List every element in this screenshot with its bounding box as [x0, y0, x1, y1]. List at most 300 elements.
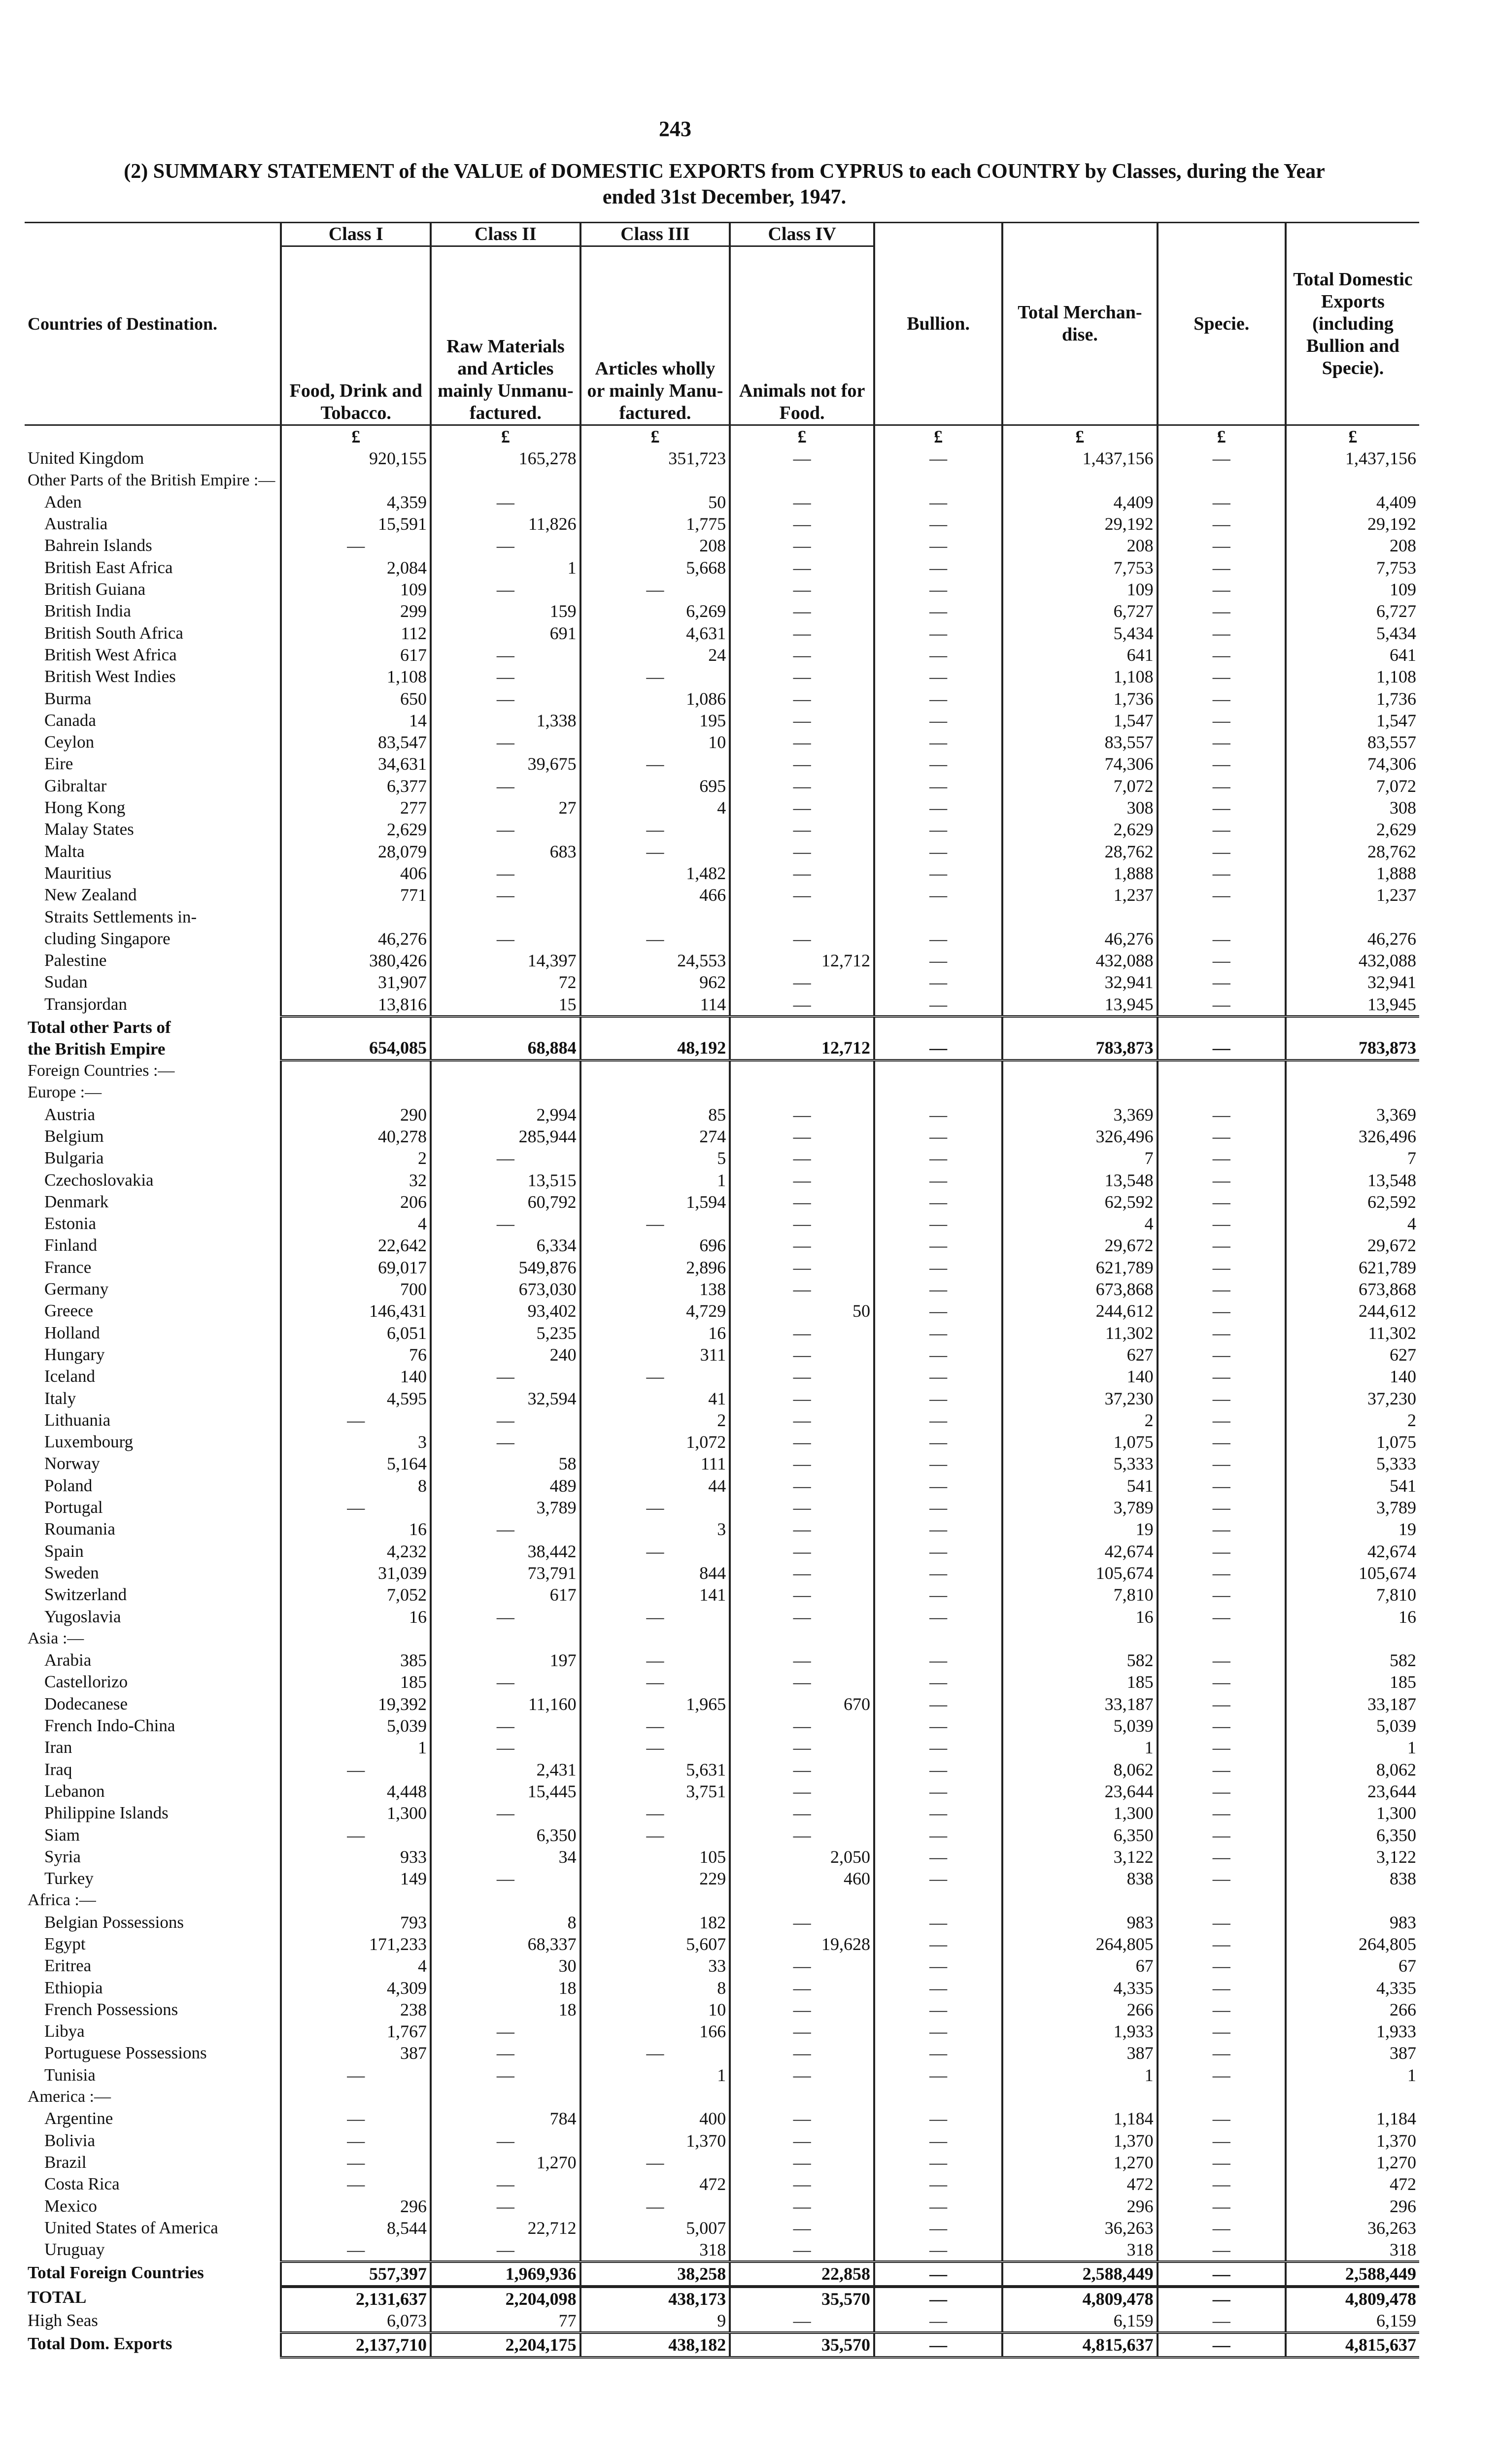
cell-specie: — — [1158, 1824, 1286, 1846]
title-line-2: ended 31st December, 1947. — [602, 186, 847, 208]
cell-bullion: — — [874, 862, 1002, 884]
cell-class3: 1 — [580, 2064, 730, 2086]
cell-class1: — — [281, 2064, 431, 2086]
cell-total-merchandise: 105,674 — [1002, 1562, 1157, 1584]
country-label: Holland — [44, 1323, 100, 1342]
cell-class2: — — [431, 2195, 580, 2217]
cell-bullion: — — [874, 2064, 1002, 2086]
cell-class4: — — [730, 1169, 874, 1191]
cell-class1: 140 — [281, 1366, 431, 1387]
country-name — [25, 1671, 281, 1693]
table-row — [25, 1278, 1419, 1300]
country-name — [25, 1606, 281, 1628]
cell-bullion: — — [874, 2333, 1002, 2357]
cell-class4: — — [730, 491, 874, 513]
country-label: Austria — [44, 1104, 96, 1124]
table-row — [25, 1737, 1419, 1758]
country-name — [25, 622, 281, 644]
cell-specie: — — [1158, 1344, 1286, 1366]
cell-class1: 109 — [281, 579, 431, 600]
table-row — [25, 1802, 1419, 1824]
cell-bullion: — — [874, 1759, 1002, 1780]
cell-specie: — — [1158, 491, 1286, 513]
cell-class1: 76 — [281, 1344, 431, 1366]
cell-class1: 1,767 — [281, 2020, 431, 2042]
cell-total-merchandise: 16 — [1002, 1606, 1157, 1628]
cell-specie: — — [1158, 1278, 1286, 1300]
unit-class4: £ — [730, 425, 874, 448]
header-total-merchandise: Total Merchan- dise. — [1002, 223, 1157, 425]
cell-bullion: — — [874, 950, 1002, 971]
unit-total-merchandise: £ — [1002, 425, 1157, 448]
country-label: Eritrea — [44, 1956, 92, 1976]
table-row — [25, 1104, 1419, 1126]
country-label: TOTAL — [28, 2287, 87, 2307]
cell-total-domestic: 67 — [1286, 1955, 1419, 1977]
cell-class4: — — [730, 447, 874, 469]
cell-specie: — — [1158, 2310, 1286, 2333]
cell-bullion: — — [874, 710, 1002, 731]
cell-class1: 19,392 — [281, 1693, 431, 1715]
cell-class2: 22,712 — [431, 2217, 580, 2239]
table-row — [25, 1649, 1419, 1671]
cell-total-domestic: 32,941 — [1286, 971, 1419, 993]
cell-bullion: — — [874, 1518, 1002, 1540]
country-label: Siam — [44, 1825, 80, 1845]
cell-bullion: — — [874, 2217, 1002, 2239]
country-name — [25, 1562, 281, 1584]
cell-specie: — — [1158, 775, 1286, 797]
cell-class3: — — [580, 1824, 730, 1846]
country-label: Portugal — [44, 1498, 103, 1517]
cell-total-domestic: 1 — [1286, 1737, 1419, 1758]
country-label: Australia — [44, 514, 108, 534]
country-name — [25, 579, 281, 600]
country-label: French Possessions — [44, 1999, 178, 2019]
cell-class1: 4,359 — [281, 491, 431, 513]
table-row — [25, 971, 1419, 993]
country-label: Ceylon — [44, 732, 95, 752]
cell-class2: 14,397 — [431, 950, 580, 971]
country-name — [25, 447, 281, 469]
cell-total-domestic: 1 — [1286, 2064, 1419, 2086]
country-name — [25, 557, 281, 579]
cell-class3: 10 — [580, 731, 730, 753]
country-name — [25, 1475, 281, 1497]
country-label: Ethiopia — [44, 1978, 103, 1997]
cell-total-domestic: 5,039 — [1286, 1715, 1419, 1737]
cell-bullion: — — [874, 2152, 1002, 2173]
cell-class1: — — [281, 1497, 431, 1518]
cell-class3: 195 — [580, 710, 730, 731]
cell-class2: — — [431, 1431, 580, 1453]
cell-class4: — — [730, 1257, 874, 1278]
cell-bullion: — — [874, 971, 1002, 993]
cell-class2: 34 — [431, 1846, 580, 1868]
header-class4-desc: Animals not for Food. — [730, 246, 874, 425]
cell-class3: 3 — [580, 1518, 730, 1540]
cell-class2: 691 — [431, 622, 580, 644]
cell-total-merchandise: 1,184 — [1002, 2108, 1157, 2129]
cell-bullion: — — [874, 731, 1002, 753]
cell-class1: 1,108 — [281, 666, 431, 687]
table-row — [25, 1322, 1419, 1344]
cell-total-domestic: 1,237 — [1286, 884, 1419, 906]
title-line-1: (2) SUMMARY STATEMENT of the VALUE of DOMESTIC EXPORTS from CYPRUS to each COUNTRY by Classes, during the Year — [124, 160, 1325, 183]
cell-class2: — — [431, 1147, 580, 1169]
cell-bullion: — — [874, 1868, 1002, 1889]
cell-class1: 380,426 — [281, 950, 431, 971]
cell-total-merchandise: 5,434 — [1002, 622, 1157, 644]
table-row — [25, 2195, 1419, 2217]
cell-class3: 2 — [580, 1409, 730, 1431]
cell-total-merchandise: 326,496 — [1002, 1126, 1157, 1147]
cell-specie: — — [1158, 1868, 1286, 1889]
cell-class4: — — [730, 1388, 874, 1409]
country-name — [25, 2310, 281, 2333]
cell-total-domestic: 5,333 — [1286, 1453, 1419, 1474]
cell-bullion: — — [874, 579, 1002, 600]
cell-total-domestic: 838 — [1286, 1868, 1419, 1889]
cell-total-domestic: 582 — [1286, 1649, 1419, 1671]
cell-total-merchandise: 4,409 — [1002, 491, 1157, 513]
cell-total-merchandise: 6,727 — [1002, 600, 1157, 622]
country-label: British West Indies — [44, 667, 176, 686]
cell-bullion: — — [874, 1126, 1002, 1147]
country-name — [25, 2042, 281, 2064]
cell-class3: — — [580, 666, 730, 687]
table-row — [25, 2042, 1419, 2064]
cell-class2: 68,884 — [431, 1017, 580, 1061]
country-name — [25, 688, 281, 710]
cell-class3: 182 — [580, 1912, 730, 1933]
cell-specie: — — [1158, 1649, 1286, 1671]
cell-class1: 13,816 — [281, 993, 431, 1017]
cell-class1: 8 — [281, 1475, 431, 1497]
cell-bullion: — — [874, 1147, 1002, 1169]
cell-bullion: — — [874, 1104, 1002, 1126]
cell-specie: — — [1158, 710, 1286, 731]
cell-total-merchandise: 1,370 — [1002, 2130, 1157, 2152]
cell-class1: 5,039 — [281, 1715, 431, 1737]
cell-class2: — — [431, 1409, 580, 1431]
cell-specie: — — [1158, 2195, 1286, 2217]
country-name — [25, 1977, 281, 1999]
cell-total-merchandise: 1,736 — [1002, 688, 1157, 710]
country-label: Greece — [44, 1301, 94, 1321]
header-bullion: Bullion. — [874, 223, 1002, 425]
cell-specie: — — [1158, 1518, 1286, 1540]
cell-class3: 1,370 — [580, 2130, 730, 2152]
table-row — [25, 1475, 1419, 1497]
country-name — [25, 1780, 281, 1802]
cell-class1: 557,397 — [281, 2262, 431, 2287]
unit-bullion: £ — [874, 425, 1002, 448]
group-heading: Other Parts of the British Empire :— — [28, 471, 275, 489]
cell-class3: 5,631 — [580, 1759, 730, 1780]
country-name — [25, 2152, 281, 2173]
cell-class3: 1,775 — [580, 513, 730, 535]
cell-class3: 2,896 — [580, 1257, 730, 1278]
country-label: Belgium — [44, 1127, 104, 1146]
cell-class1: — — [281, 1824, 431, 1846]
cell-bullion: — — [874, 1366, 1002, 1387]
cell-total-merchandise: 318 — [1002, 2239, 1157, 2262]
cell-class3: 438,173 — [580, 2287, 730, 2310]
country-name — [25, 1540, 281, 1562]
table-row — [25, 1126, 1419, 1147]
cell-class1: 920,155 — [281, 447, 431, 469]
cell-specie: — — [1158, 1780, 1286, 1802]
table-row — [25, 1562, 1419, 1584]
table-row — [25, 600, 1419, 622]
country-name — [25, 950, 281, 971]
cell-class1: 4 — [281, 1213, 431, 1234]
cell-specie: — — [1158, 2130, 1286, 2152]
country-label: Brazil — [44, 2152, 87, 2172]
country-label: Luxembourg — [44, 1432, 134, 1452]
group-heading: Africa :— — [28, 1891, 96, 1910]
cell-class1: 2,084 — [281, 557, 431, 579]
cell-specie: — — [1158, 2108, 1286, 2129]
cell-bullion: — — [874, 2173, 1002, 2195]
cell-total-merchandise: 1,237 — [1002, 884, 1157, 906]
country-name — [25, 1759, 281, 1780]
cell-class1: 793 — [281, 1912, 431, 1933]
cell-bullion: — — [874, 1671, 1002, 1693]
cell-class4: — — [730, 688, 874, 710]
cell-total-domestic: 33,187 — [1286, 1693, 1419, 1715]
cell-bullion: — — [874, 2195, 1002, 2217]
cell-class2: 2,204,175 — [431, 2333, 580, 2357]
cell-total-domestic: 641 — [1286, 644, 1419, 666]
cell-class3: — — [580, 1213, 730, 1234]
cell-total-domestic: 62,592 — [1286, 1191, 1419, 1213]
cell-specie: — — [1158, 1147, 1286, 1169]
cell-bullion: — — [874, 1540, 1002, 1562]
cell-class3: 318 — [580, 2239, 730, 2262]
header-class4: Class IV — [730, 223, 874, 246]
cell-class4: — — [730, 1126, 874, 1147]
cell-class1: 15,591 — [281, 513, 431, 535]
country-label: United States of America — [44, 2218, 218, 2237]
cell-class3: 24,553 — [580, 950, 730, 971]
cell-class4: — — [730, 2064, 874, 2086]
cell-class1: 1,300 — [281, 1802, 431, 1824]
cell-class1: 387 — [281, 2042, 431, 2064]
cell-total-merchandise: 1,108 — [1002, 666, 1157, 687]
cell-class1: — — [281, 2173, 431, 2195]
cell-class4: — — [730, 1213, 874, 1234]
cell-class4: — — [730, 1475, 874, 1497]
table-row — [25, 1999, 1419, 2020]
cell-class4: 22,858 — [730, 2262, 874, 2287]
cell-bullion: — — [874, 2020, 1002, 2042]
cell-class1: — — [281, 2239, 431, 2262]
cell-bullion: — — [874, 753, 1002, 775]
cell-class4: — — [730, 513, 874, 535]
cell-class4: — — [730, 1649, 874, 1671]
cell-class3: 41 — [580, 1388, 730, 1409]
cell-class3: 696 — [580, 1234, 730, 1256]
cell-class4: — — [730, 535, 874, 556]
cell-class2: 489 — [431, 1475, 580, 1497]
cell-bullion: — — [874, 491, 1002, 513]
cell-class1: 2,629 — [281, 819, 431, 840]
cell-class4: 35,570 — [730, 2333, 874, 2357]
total-row — [25, 2287, 1419, 2310]
cell-class3: 9 — [580, 2310, 730, 2333]
country-label: Sudan — [44, 972, 88, 992]
cell-total-merchandise: 673,868 — [1002, 1278, 1157, 1300]
table-row — [25, 1715, 1419, 1737]
cell-total-domestic: 8,062 — [1286, 1759, 1419, 1780]
cell-specie: — — [1158, 1759, 1286, 1780]
cell-class2: 5,235 — [431, 1322, 580, 1344]
country-name — [25, 2173, 281, 2195]
country-label: High Seas — [28, 2311, 98, 2330]
cell-total-domestic: 3,789 — [1286, 1497, 1419, 1518]
cell-total-domestic: 4 — [1286, 1213, 1419, 1234]
cell-class2: — — [431, 666, 580, 687]
cell-class1: 290 — [281, 1104, 431, 1126]
cell-total-merchandise: 13,548 — [1002, 1169, 1157, 1191]
cell-specie: — — [1158, 2042, 1286, 2064]
cell-bullion: — — [874, 688, 1002, 710]
cell-total-merchandise: 46,276 — [1002, 906, 1157, 950]
cell-class4: — — [730, 1366, 874, 1387]
cell-class4: — — [730, 1562, 874, 1584]
cell-class2: — — [431, 688, 580, 710]
header-class2: Class II — [431, 223, 580, 246]
cell-specie: — — [1158, 1540, 1286, 1562]
cell-class4: — — [730, 1147, 874, 1169]
cell-bullion: — — [874, 447, 1002, 469]
cell-class3: 5,007 — [580, 2217, 730, 2239]
cell-class4: — — [730, 644, 874, 666]
cell-class4: — — [730, 579, 874, 600]
cell-total-merchandise: 4,335 — [1002, 1977, 1157, 1999]
cell-specie: — — [1158, 447, 1286, 469]
table-row — [25, 1912, 1419, 1933]
cell-total-domestic: 4,809,478 — [1286, 2287, 1419, 2310]
cell-class4: — — [730, 1104, 874, 1126]
cell-class4: — — [730, 1409, 874, 1431]
cell-class1: — — [281, 2108, 431, 2129]
cell-specie: — — [1158, 1453, 1286, 1474]
country-name — [25, 753, 281, 775]
country-name — [25, 1344, 281, 1366]
cell-class2: 6,350 — [431, 1824, 580, 1846]
cell-class2: — — [431, 862, 580, 884]
country-label: Lebanon — [44, 1781, 105, 1801]
cell-class2: 2,994 — [431, 1104, 580, 1126]
country-name — [25, 1366, 281, 1387]
cell-class2: 1 — [431, 557, 580, 579]
cell-total-merchandise: 1,270 — [1002, 2152, 1157, 2173]
cell-class3: 138 — [580, 1278, 730, 1300]
cell-total-merchandise: 1,437,156 — [1002, 447, 1157, 469]
cell-class2: 15,445 — [431, 1780, 580, 1802]
cell-bullion: — — [874, 644, 1002, 666]
cell-total-domestic: 6,350 — [1286, 1824, 1419, 1846]
cell-class4: — — [730, 710, 874, 731]
country-label: Norway — [44, 1454, 100, 1473]
cell-class4: — — [730, 1737, 874, 1758]
cell-specie: — — [1158, 819, 1286, 840]
cell-bullion: — — [874, 884, 1002, 906]
country-label: Total other Parts of — [28, 1017, 171, 1037]
cell-bullion: — — [874, 1278, 1002, 1300]
cell-class1: 28,079 — [281, 841, 431, 862]
country-label: Costa Rica — [44, 2174, 120, 2194]
header-class1: Class I — [281, 223, 431, 246]
country-name — [25, 2108, 281, 2129]
cell-class1: 3 — [281, 1431, 431, 1453]
cell-specie: — — [1158, 2217, 1286, 2239]
cell-specie: — — [1158, 1169, 1286, 1191]
cell-bullion: — — [874, 1977, 1002, 1999]
cell-class2: 73,791 — [431, 1562, 580, 1584]
table-row — [25, 1584, 1419, 1606]
cell-class3: 351,723 — [580, 447, 730, 469]
cell-class2: 1,969,936 — [431, 2262, 580, 2287]
cell-class1: 2,137,710 — [281, 2333, 431, 2357]
cell-total-merchandise: 472 — [1002, 2173, 1157, 2195]
cell-class4: 12,712 — [730, 950, 874, 971]
country-label: Czechoslovakia — [44, 1170, 154, 1190]
cell-class2: 18 — [431, 1999, 580, 2020]
cell-class3: 8 — [580, 1977, 730, 1999]
cell-total-domestic: 387 — [1286, 2042, 1419, 2064]
cell-bullion: — — [874, 1409, 1002, 1431]
group-heading: Foreign Countries :— — [28, 1061, 175, 1080]
cell-class3: — — [580, 579, 730, 600]
cell-total-merchandise: 13,945 — [1002, 993, 1157, 1017]
group-heading-row — [25, 1628, 1419, 1649]
cell-class3: — — [580, 1649, 730, 1671]
cell-class3: 48,192 — [580, 1017, 730, 1061]
cell-class3: 400 — [580, 2108, 730, 2129]
country-name — [25, 1715, 281, 1737]
table-row — [25, 1234, 1419, 1256]
table-row — [25, 1824, 1419, 1846]
cell-total-merchandise: 19 — [1002, 1518, 1157, 1540]
cell-bullion: — — [874, 1693, 1002, 1715]
table-row — [25, 2152, 1419, 2173]
cell-specie: — — [1158, 622, 1286, 644]
country-name — [25, 1453, 281, 1474]
group-heading-row — [25, 1082, 1419, 1103]
cell-class4: — — [730, 1584, 874, 1606]
country-name — [25, 1497, 281, 1518]
table-row — [25, 2020, 1419, 2042]
cell-class4: — — [730, 753, 874, 775]
cell-total-domestic: 1,933 — [1286, 2020, 1419, 2042]
cell-class4: — — [730, 2130, 874, 2152]
cell-class2: — — [431, 1802, 580, 1824]
country-label: British West Africa — [44, 645, 177, 664]
cell-specie: — — [1158, 950, 1286, 971]
cell-class2: 2,431 — [431, 1759, 580, 1780]
cell-class2: — — [431, 535, 580, 556]
cell-class3: 1,072 — [580, 1431, 730, 1453]
cell-specie: — — [1158, 797, 1286, 819]
cell-class4: 12,712 — [730, 1017, 874, 1061]
country-name — [25, 2020, 281, 2042]
cell-class1: 4,595 — [281, 1388, 431, 1409]
cell-class2: — — [431, 2239, 580, 2262]
